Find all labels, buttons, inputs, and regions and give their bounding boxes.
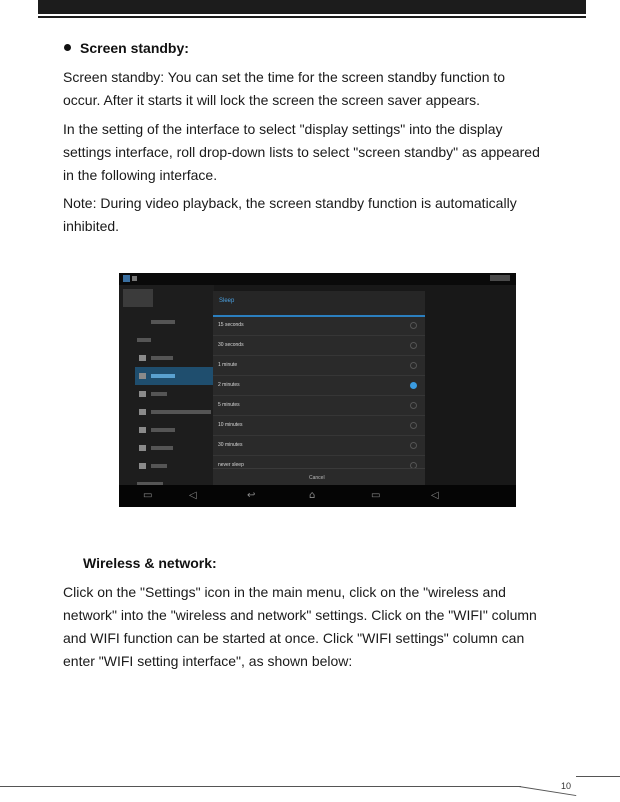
sidebar-item-storage[interactable] (135, 421, 213, 439)
sleep-option[interactable] (213, 416, 425, 436)
battery-icon (139, 445, 146, 451)
item-label (151, 464, 167, 468)
text-line: occur. After it starts it will lock the screen the screen saver appears. (63, 92, 481, 108)
radio-icon (410, 442, 417, 449)
item-label (151, 356, 173, 360)
item-label (151, 374, 175, 378)
sleep-option[interactable] (213, 436, 425, 456)
paragraph-standby-intro (63, 66, 583, 112)
sleep-option-selected[interactable] (213, 376, 425, 396)
item-label (151, 320, 175, 324)
sidebar-item[interactable] (135, 331, 213, 349)
sound-icon (139, 355, 146, 361)
system-nav-bar (119, 485, 516, 507)
sleep-settings-screenshot (119, 273, 516, 507)
radio-icon (410, 342, 417, 349)
text-line: settings interface, roll drop-down lists to select "screen standby" as appeared (63, 144, 540, 160)
dialog-title-text: Sleep (219, 298, 235, 304)
item-label (151, 392, 167, 396)
item-label (151, 446, 173, 450)
option-label: 2 minutes (218, 382, 240, 388)
home-icon[interactable]: ⌂ (309, 490, 316, 501)
paragraph-standby-instructions (63, 118, 583, 187)
heading-text: Screen standby: (80, 40, 189, 56)
item-label (151, 410, 211, 414)
text-line: network" into the "wireless and network" settings. Click on the "WIFI" column (63, 607, 537, 623)
sleep-dialog (213, 291, 425, 487)
text-line: in the following interface. (63, 167, 218, 183)
text-line: and WIFI function can be started at once. Click "WIFI settings" column can (63, 630, 525, 646)
notification-icon (132, 276, 137, 281)
option-label: 30 seconds (218, 342, 244, 348)
item-label (137, 338, 151, 342)
settings-icon (123, 289, 153, 307)
footer-rule-right (576, 776, 620, 777)
radio-checked-icon (410, 382, 417, 389)
volume-up-icon[interactable]: ◁ (431, 490, 439, 501)
radio-icon (410, 402, 417, 409)
option-label: 1 minute (218, 362, 238, 368)
text-line: inhibited. (63, 218, 120, 234)
radio-icon (410, 362, 417, 369)
sidebar-item-hdmi[interactable] (135, 385, 213, 403)
recent-apps-icon[interactable]: ▭ (371, 490, 381, 501)
sidebar-item-sound[interactable] (135, 349, 213, 367)
back-icon[interactable]: ↩ (247, 490, 256, 501)
section-heading-screen-standby (64, 40, 189, 56)
settings-sidebar (119, 285, 214, 485)
radio-icon (410, 422, 417, 429)
footer-rule (0, 786, 521, 787)
screenshot-icon (139, 409, 146, 415)
paragraph-standby-note (63, 192, 583, 238)
hdmi-icon (139, 391, 146, 397)
dialog-title (213, 291, 425, 317)
sleep-option[interactable] (213, 396, 425, 416)
apps-icon (139, 463, 146, 469)
heading-text: Wireless & network: (83, 555, 217, 571)
sidebar-item-battery[interactable] (135, 439, 213, 457)
bullet-icon (64, 44, 71, 51)
option-label: 15 seconds (218, 322, 244, 328)
status-clock (490, 275, 510, 281)
status-bar (119, 273, 516, 285)
option-label: 5 minutes (218, 402, 240, 408)
sidebar-item[interactable] (135, 313, 213, 331)
sidebar-item-screenshot[interactable] (135, 403, 213, 421)
option-label: 30 minutes (218, 442, 243, 448)
header-rule (38, 0, 586, 14)
storage-icon (139, 427, 146, 433)
text-line: Click on the "Settings" icon in the main menu, click on the "wireless and (63, 584, 506, 600)
text-line: enter "WIFI setting interface", as shown below: (63, 653, 353, 669)
sidebar-item-apps[interactable] (135, 457, 213, 475)
option-label: 10 minutes (218, 422, 243, 428)
app-icon (123, 275, 130, 282)
sleep-option[interactable] (213, 336, 425, 356)
item-label (151, 428, 175, 432)
screenshot-nav-icon[interactable]: ▭ (143, 490, 153, 501)
section-heading-wireless (83, 555, 217, 571)
text-line: Note: During video playback, the screen standby function is automatically (63, 195, 517, 211)
sleep-option[interactable] (213, 356, 425, 376)
volume-down-icon[interactable]: ◁ (189, 490, 197, 501)
text-line: In the setting of the interface to select "display settings" into the display (63, 121, 503, 137)
cancel-label: Cancel (309, 475, 325, 481)
display-icon (139, 373, 146, 379)
sidebar-item-display[interactable] (135, 367, 213, 385)
paragraph-wireless (63, 581, 583, 673)
sleep-option[interactable] (213, 316, 425, 336)
radio-icon (410, 322, 417, 329)
text-line: Screen standby: You can set the time for the screen standby function to (63, 69, 506, 85)
page-number: 10 (561, 781, 572, 791)
option-label: never sleep (218, 462, 244, 468)
